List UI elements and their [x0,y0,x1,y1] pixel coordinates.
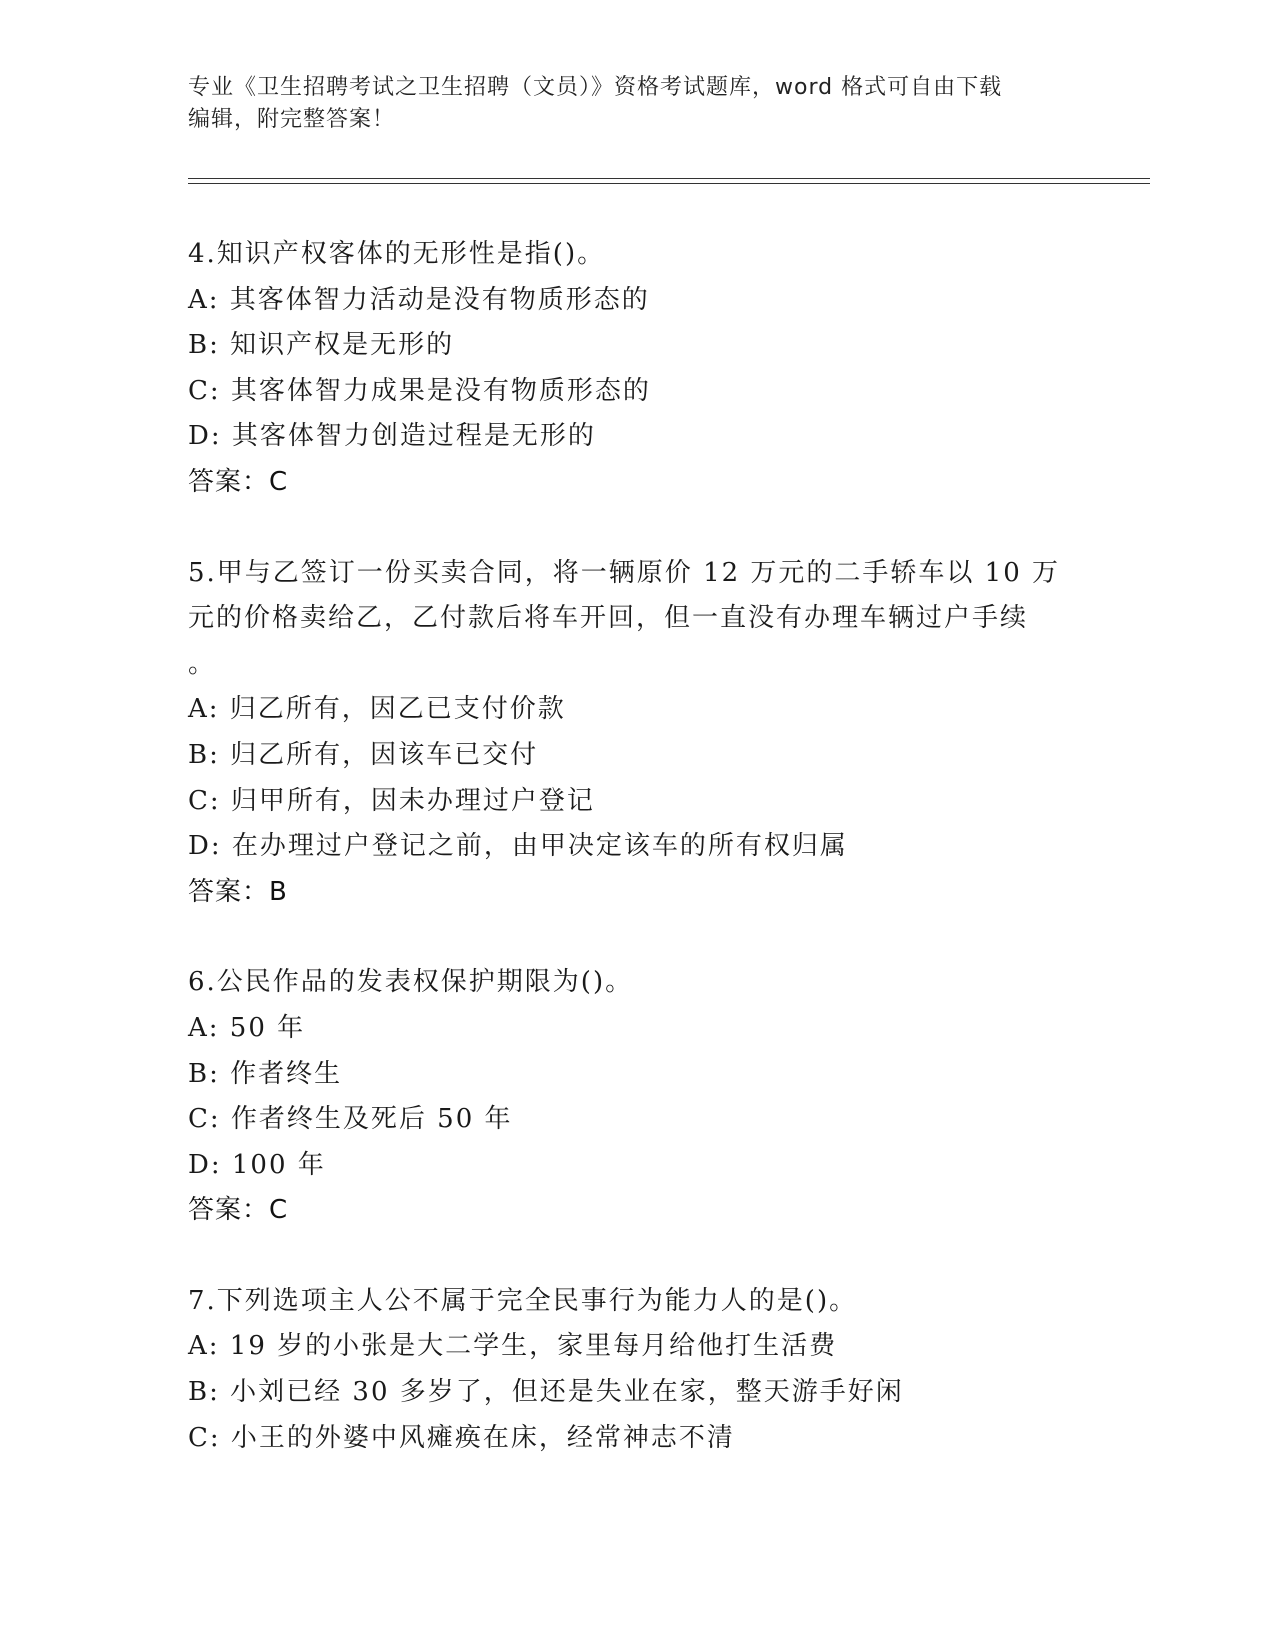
document-header [188,72,1088,136]
question-4 [188,232,1088,506]
header-divider-bottom [188,183,1150,184]
option-d: D: 在办理过户登记之前，由甲决定该车的所有权归属 [188,831,848,862]
option-b: B: 归乙所有，因该车已交付 [188,739,539,770]
header-line-2: 编辑，附完整答案！ [188,107,396,132]
question-stem-line-1: 5.甲与乙签订一份买卖合同，将一辆原价 12 万元的二手轿车以 10 万 [188,557,1061,588]
option-b: B: 小刘已经 30 多岁了，但还是失业在家，整天游手好闲 [188,1377,904,1408]
header-line-1: 专业《卫生招聘考试之卫生招聘（文员）》资格考试题库，word 格式可自由下载 [188,75,1003,100]
question-stem-line-2: 元的价格卖给乙，乙付款后将车开回，但一直没有办理车辆过户手续 [188,603,1029,634]
option-c: C: 小王的外婆中风瘫痪在床，经常神志不清 [188,1422,735,1453]
option-a: A: 其客体智力活动是没有物质形态的 [188,284,650,315]
option-c: C: 其客体智力成果是没有物质形态的 [188,375,651,406]
question-7 [188,1279,1088,1461]
answer-label: 答案：C [188,1195,289,1226]
question-6 [188,960,1088,1234]
question-5 [188,551,1088,916]
option-b: B: 知识产权是无形的 [188,330,455,361]
answer-label: 答案：C [188,466,289,497]
question-stem: 7.下列选项主人公不属于完全民事行为能力人的是()。 [188,1285,858,1316]
question-stem-line-3: 。 [188,648,217,679]
question-stem: 4.知识产权客体的无形性是指()。 [188,239,606,269]
question-stem: 6.公民作品的发表权保护期限为()。 [188,967,634,998]
option-a: A: 19 岁的小张是大二学生，家里每月给他打生活费 [188,1331,838,1362]
option-d: D: 其客体智力创造过程是无形的 [188,421,596,452]
answer-label: 答案：B [188,876,288,907]
option-c: C: 归甲所有，因未办理过户登记 [188,785,595,816]
header-divider-top [188,178,1150,179]
question-list [188,232,1088,1506]
option-a: A: 50 年 [188,1012,306,1043]
option-c: C: 作者终生及死后 50 年 [188,1104,513,1135]
option-d: D: 100 年 [188,1149,326,1180]
option-a: A: 归乙所有，因乙已支付价款 [188,694,566,725]
option-b: B: 作者终生 [188,1058,343,1089]
